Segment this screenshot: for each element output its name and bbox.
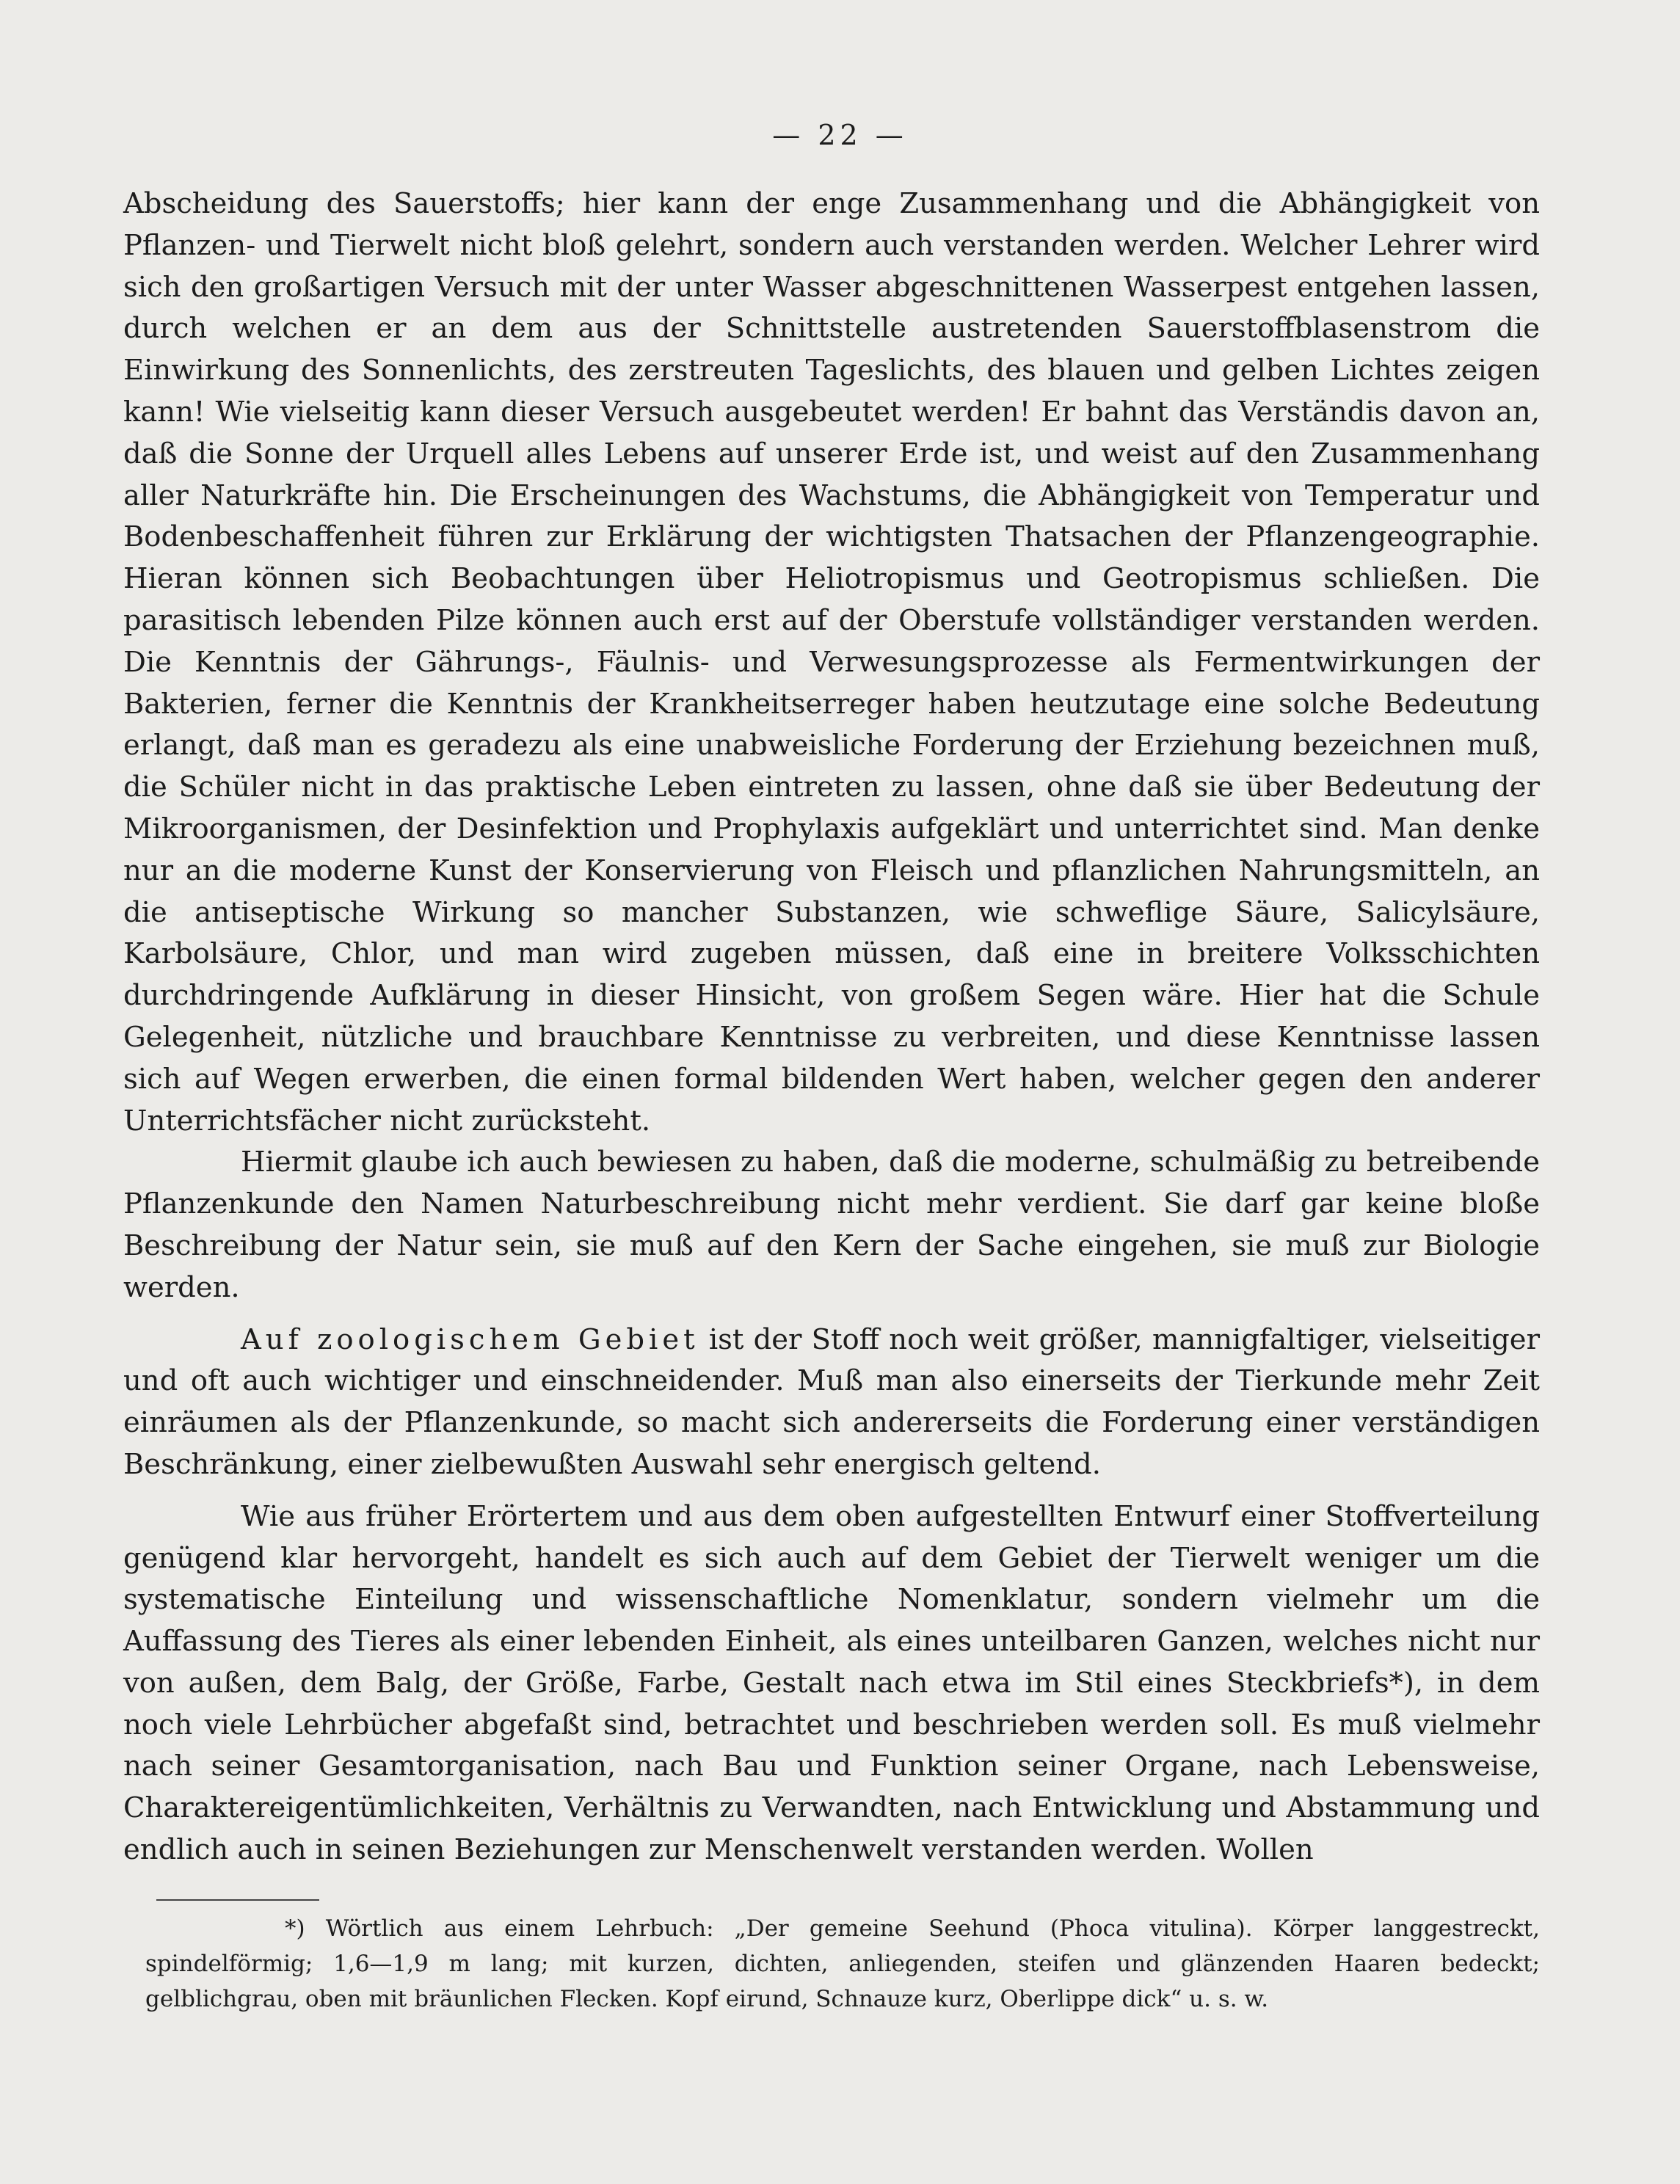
footnote-text: *) Wörtlich aus einem Lehrbuch: „Der gemeine Seehund (Phoca vitulina). Körper langgestreckt, spindelförmig; 1,6—1,9 m lang; mit kurzen, dichten, anliegenden, steifen und glänzenden Haaren bedeckt; gelblichgrau, oben mit bräunlichen Flecken. Kopf eirund, Schnauze kurz, Oberlippe dick“ u. s. w. (145, 1915, 1540, 2012)
paragraph-1: Abscheidung des Sauerstoffs; hier kann der enge Zusammenhang und die Abhängigkeit von Pflanzen- und Tierwelt nicht bloß gelehrt, sondern auch verstanden werden. Welcher Lehrer wird sich den großartigen Versuch mit der unter Wasser abgeschnittenen Wasserpest entgehen lassen, durch welchen er an dem aus der Schnittstelle austretenden Sauerstoffblasenstrom die Einwirkung des Sonnenlichts, des zerstreuten Tageslichts, des blauen und gelben Lichtes zeigen kann! Wie vielseitig kann dieser Versuch ausgebeutet werden! Er bahnt das Verständis davon an, daß die Sonne der Urquell alles Lebens auf unserer Erde ist, und weist auf den Zusammenhang aller Naturkräfte hin. Die Erscheinungen des Wachstums, die Abhängigkeit von Temperatur und Bodenbeschaffenheit führen zur Erklärung der wichtigsten Thatsachen der Pflanzengeographie. Hieran können sich Beobachtungen über Heliotropismus und Geotropismus schließen. Die parasitisch lebenden Pilze können auch erst auf der Oberstufe vollständiger verstanden werden. Die Kenntnis der Gährungs-, Fäulnis- und Verwesungsprozesse als Fermentwirkungen der Bakterien, ferner die Kenntnis der Krankheitserreger haben heutzutage eine solche Bedeutung erlangt, daß man es geradezu als eine unabweisliche Forderung der Erziehung bezeichnen muß, die Schüler nicht in das praktische Leben eintreten zu lassen, ohne daß sie über Bedeutung der Mikroorganismen, der Desinfektion und Prophylaxis aufgeklärt und unterrichtet sind. Man denke nur an die moderne Kunst der Konservierung von Fleisch und pflanzlichen Nahrungsmitteln, an die antiseptische Wirkung so mancher Substanzen, wie schweflige Säure, Salicylsäure, Karbolsäure, Chlor, und man wird zugeben müssen, daß eine in breitere Volksschichten durchdringende Aufklärung in dieser Hinsicht, von großem Segen wäre. Hier hat die Schule Gelegenheit, nützliche und brauchbare Kenntnisse zu verbreiten, und diese Kenntnisse lassen sich auf Wegen erwerben, die einen formal bildenden Wert haben, welcher gegen den anderer Unterrichtsfächer nicht zurücksteht. (123, 187, 1540, 1138)
page-number: — 22 — (772, 119, 908, 151)
paragraph-4: Wie aus früher Erörtertem und aus dem oben aufgestellten Entwurf einer Stoffverteilung genügend klar hervorgeht, handelt es sich auch auf dem Gebiet der Tierwelt weniger um die systematische Einteilung und wissenschaftliche Nomenklatur, sondern vielmehr um die Auffassung des Tieres als einer lebenden Einheit, als eines unteilbaren Ganzen, welches nicht nur von außen, dem Balg, der Größe, Farbe, Gestalt nach etwa im Stil eines Steckbriefs*), in dem noch viele Lehrbücher abgefaßt sind, betrachtet und beschrieben werden soll. Es muß vielmehr nach seiner Gesamtorganisation, nach Bau und Funktion seiner Organe, nach Lebensweise, Charaktereigentümlichkeiten, Verhältnis zu Verwandten, nach Entwicklung und Abstammung und endlich auch in seinen Beziehungen zur Menschenwelt verstanden werden. Wollen (123, 1499, 1540, 1867)
paragraph-2: Hiermit glaube ich auch bewiesen zu haben, daß die moderne, schulmäßig zu betreibende Pflanzenkunde den Namen Naturbeschreibung nicht mehr verdient. Sie darf gar keine bloße Beschreibung der Natur sein, sie muß auf den Kern der Sache eingehen, sie muß zur Biologie werden. (123, 1146, 1540, 1304)
body-text (123, 183, 1540, 1871)
spaced-emphasis: Auf zoologischem Gebiet (241, 1322, 699, 1356)
paragraph-3-text: ist der Stoff noch weit größer, mannigfaltiger, vielseitiger und oft auch wichtiger und einschneidender. Muß man also einerseits der Tierkunde mehr Zeit einräumen als der Pflanzenkunde, so macht sich andererseits die Forderung einer verständigen Beschränkung, einer zielbewußten Auswahl sehr energisch geltend. (123, 1322, 1540, 1481)
footnote-divider (156, 1899, 319, 1901)
footnote (145, 1911, 1540, 2017)
paragraph-3 (123, 1320, 1540, 1486)
